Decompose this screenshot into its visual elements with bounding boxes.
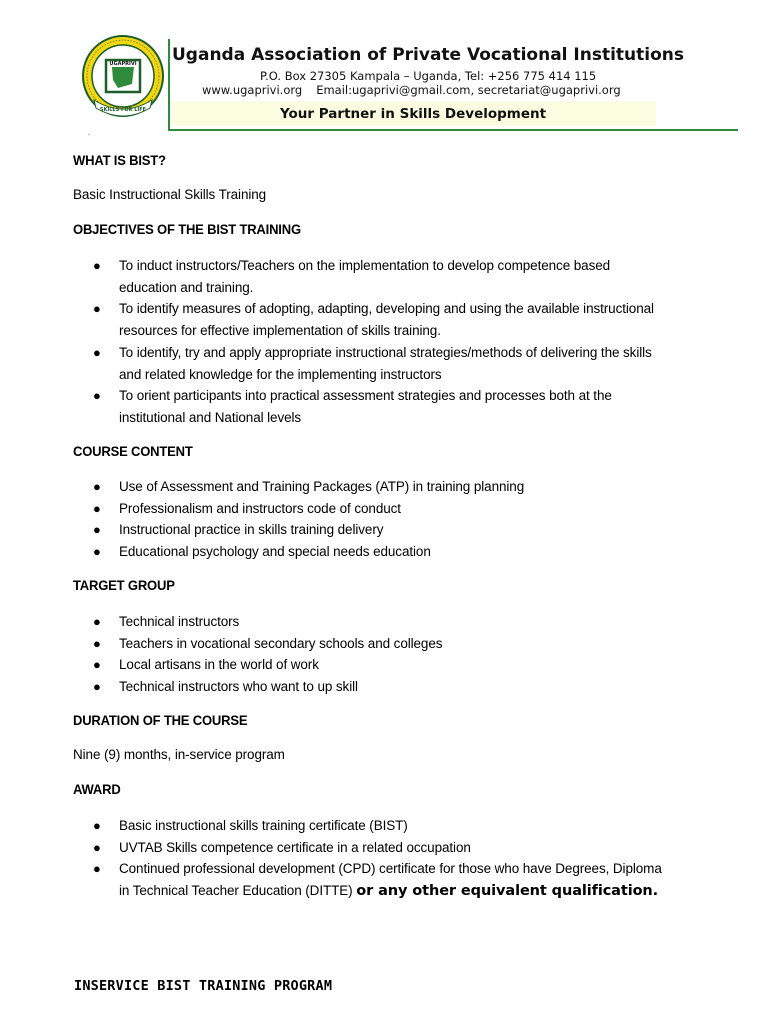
bullet-icon: ●	[93, 679, 101, 695]
heading-objectives: OBJECTIVES OF THE BIST TRAINING	[73, 221, 301, 237]
list-item: ● UVTAB Skills competence certificate in a related occupation	[73, 837, 713, 859]
list-item: ● Basic instructional skills training certificate (BIST)	[73, 815, 713, 837]
bullet-icon: ●	[93, 479, 101, 494]
list-item: ● To orient participants into practical assessment strategies and processes both at the institutional and National levels	[73, 385, 713, 428]
bullet-icon: ●	[93, 818, 101, 833]
list-item: ● Teachers in vocational secondary schools and colleges	[73, 633, 713, 655]
bullet-icon: ●	[93, 522, 101, 538]
contact-line: P.O. Box 27305 Kampala – Uganda, Tel: +256 775 414 115	[260, 69, 597, 83]
footer-program-title: INSERVICE BIST TRAINING PROGRAM	[74, 978, 333, 994]
header-horizontal-rule	[168, 129, 738, 131]
heading-award: AWARD	[73, 781, 121, 797]
bullet-icon: ●	[93, 839, 101, 855]
duration-text: Nine (9) months, in-service program	[73, 747, 285, 762]
list-item: ● Technical instructors	[73, 611, 713, 633]
list-item: ● To induct instructors/Teachers on the implementation to develop competence based education and training.	[73, 255, 713, 298]
list-item: ● Continued professional development (CPD) certificate for those who have Degrees, Diploma in Technical Teacher Education (DITTE) or any other equivalent qualification.	[73, 858, 713, 902]
tagline: Your Partner in Skills Development	[280, 106, 547, 122]
bullet-icon: ●	[93, 258, 101, 273]
target-group-list	[73, 611, 713, 698]
heading-what-is-bist: WHAT IS BIST?	[73, 152, 166, 168]
bullet-icon: ●	[93, 500, 101, 516]
header-vertical-rule	[168, 39, 170, 131]
list-item: ● Technical instructors who want to up skill	[73, 676, 713, 698]
bullet-icon: ●	[93, 301, 101, 317]
list-item: ● Use of Assessment and Training Packages (ATP) in training planning	[73, 476, 713, 498]
list-item: ● Instructional practice in skills training delivery	[73, 519, 713, 541]
ugaprivi-logo	[80, 34, 166, 126]
award-list	[73, 815, 713, 903]
organization-name: Uganda Association of Private Vocational Institutions	[172, 45, 684, 65]
stray-dot: .	[88, 128, 91, 137]
bullet-icon: ●	[93, 344, 101, 360]
heading-duration: DURATION OF THE COURSE	[73, 712, 248, 728]
heading-course-content: COURSE CONTENT	[73, 443, 193, 459]
bullet-icon: ●	[93, 388, 101, 404]
objectives-list	[73, 255, 713, 429]
bullet-icon: ●	[93, 657, 101, 673]
list-item: ● To identify measures of adopting, adapting, developing and using the available instructional resources for effective implementation of skills training.	[73, 298, 713, 341]
list-item: ● To identify, try and apply appropriate instructional strategies/methods of delivering the skills and related knowledge for the implementing instructors	[73, 342, 713, 385]
bullet-icon: ●	[93, 635, 101, 651]
email-link[interactable]: Email:ugaprivi@gmail.com, secretariat@ugaprivi.org	[316, 83, 621, 97]
website-link[interactable]: www.ugaprivi.org	[202, 83, 303, 97]
bullet-icon: ●	[93, 861, 101, 877]
list-item: ● Local artisans in the world of work	[73, 654, 713, 676]
web-email-line	[202, 83, 621, 97]
svg-text:UGAPRIVI: UGAPRIVI	[109, 61, 137, 67]
letterhead	[80, 34, 684, 134]
bullet-icon: ●	[93, 544, 101, 560]
svg-text:SKILLS FOR LIFE: SKILLS FOR LIFE	[99, 107, 147, 113]
heading-target-group: TARGET GROUP	[73, 577, 175, 593]
list-item: ● Educational psychology and special needs education	[73, 541, 713, 563]
list-item: ● Professionalism and instructors code of conduct	[73, 498, 713, 520]
bullet-icon: ●	[93, 614, 101, 629]
what-is-bist-text: Basic Instructional Skills Training	[73, 187, 267, 202]
course-content-list	[73, 476, 713, 563]
equivalent-qualification-emphasis: or any other equivalent qualification.	[356, 883, 659, 900]
